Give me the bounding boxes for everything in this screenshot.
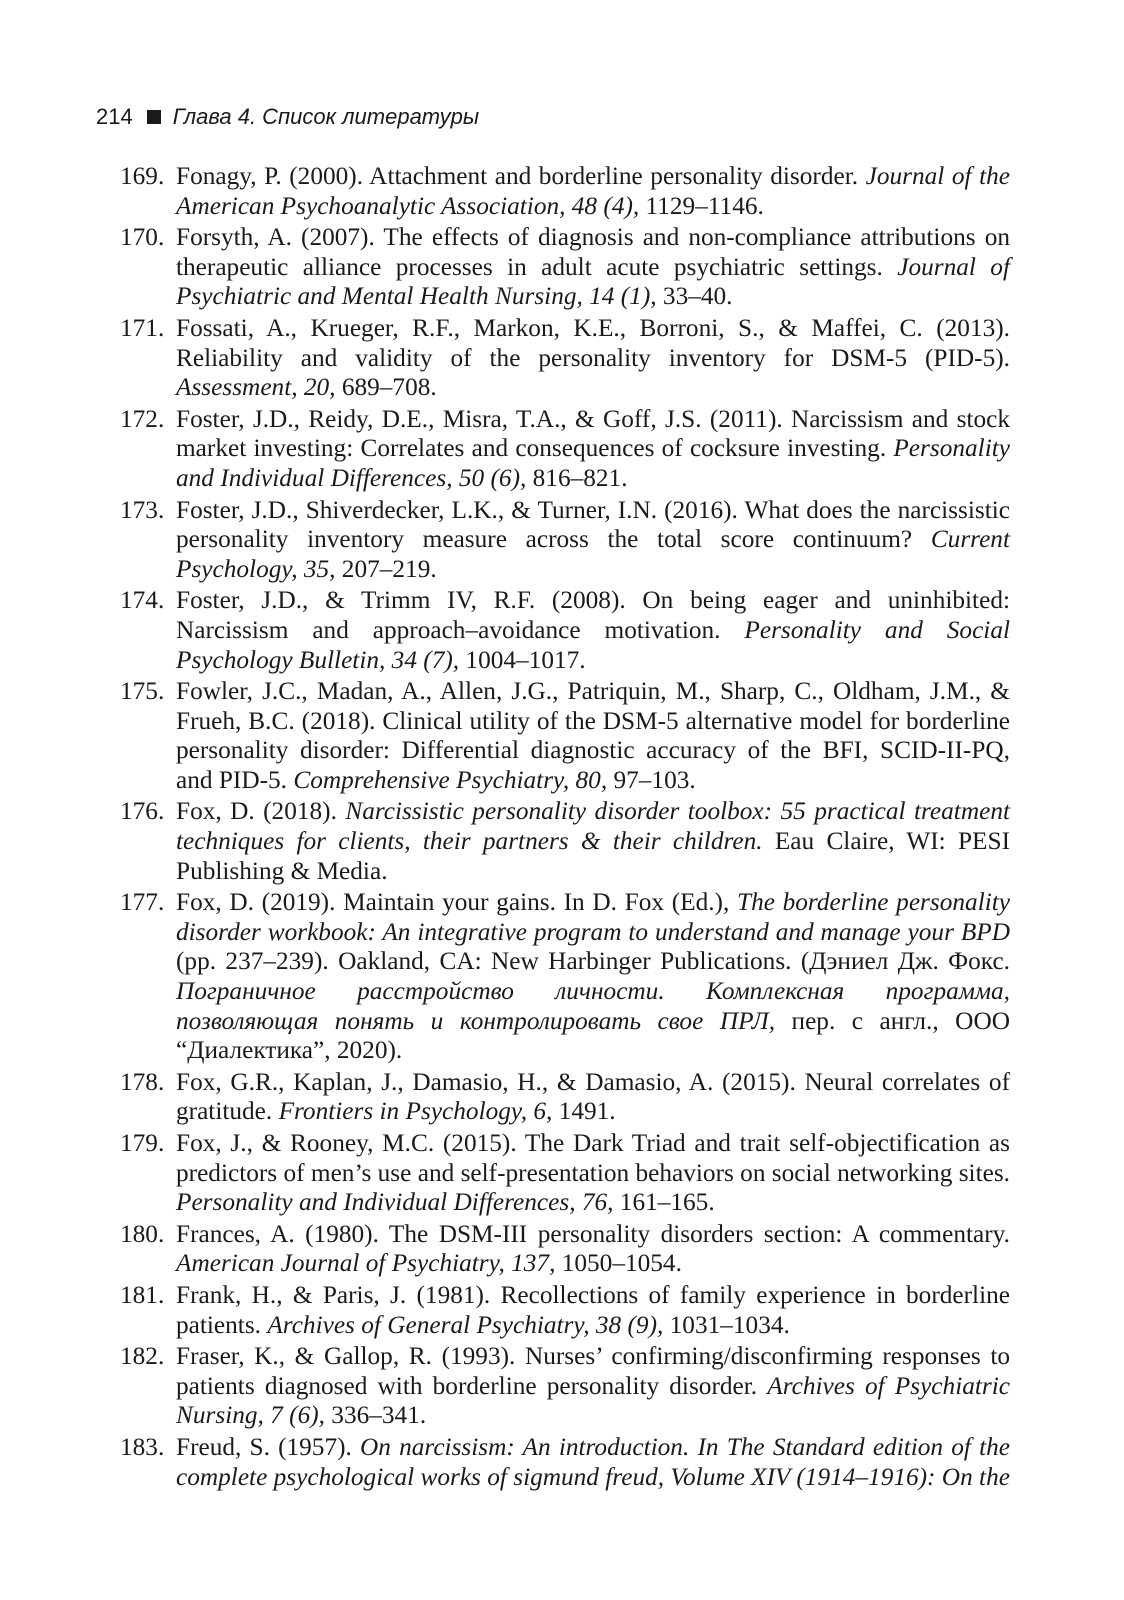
- reference-source-italic: Personality and Social Psychology Bulletin, 34 (7),: [176, 615, 1011, 674]
- reference-text-segment: Eau Claire, WI: PESI Publishing & Media.: [176, 827, 1010, 885]
- reference-number: 175.: [120, 677, 165, 706]
- reference-number: 170.: [120, 223, 165, 252]
- reference-text-segment: 33–40.: [656, 282, 733, 311]
- reference-text: [176, 1433, 1010, 1491]
- reference-source-italic: On narcissism: An introduction. In The Standard edition of the complete psychological works of sigmund freud, Volume XIV (1914–1916): On the: [176, 1432, 1010, 1491]
- reference-source-italic: Frontiers in Psychology, 6,: [278, 1097, 553, 1126]
- reference-item: [120, 677, 1010, 795]
- reference-text: [176, 797, 1010, 884]
- reference-list: [120, 162, 1010, 1494]
- reference-text-segment: Fox, D. (2018).: [176, 797, 346, 826]
- reference-text-segment: 1129–1146.: [639, 191, 764, 220]
- reference-text-segment: Fonagy, P. (2000). Attachment and borderline personality disorder.: [176, 162, 866, 190]
- reference-item: [120, 496, 1010, 585]
- reference-text: [176, 314, 1010, 401]
- reference-number: 180.: [120, 1219, 165, 1248]
- reference-text-segment: Foster, J.D., & Trimm IV, R.F. (2008). On being eager and uninhibited: Narcissism and approach–avoidance motivation.: [176, 586, 1010, 644]
- reference-number: 173.: [120, 495, 165, 524]
- reference-text-segment: Frances, A. (1980). The DSM-III personality disorders section: A commentary.: [176, 1219, 1010, 1248]
- reference-text: [176, 162, 1010, 220]
- reference-item: [120, 586, 1010, 675]
- reference-number: 178.: [120, 1067, 165, 1096]
- reference-source-italic: Comprehensive Psychiatry, 80,: [293, 765, 608, 794]
- reference-text: [176, 586, 1010, 673]
- reference-item: [120, 223, 1010, 312]
- reference-text: [176, 223, 1010, 310]
- reference-text-segment: пер. с англ., ООО “Диалектика”, 2020).: [176, 1006, 1010, 1065]
- reference-item: [120, 1129, 1010, 1218]
- reference-text-segment: 816–821.: [526, 463, 628, 492]
- reference-text-segment: Fowler, J.C., Madan, A., Allen, J.G., Patriquin, M., Sharp, C., Oldham, J.M., & Frueh, B.C. (2018). Clinical utility of the DSM-5 alternative model for borderline personality disorder: Differential diagnostic accuracy of the BFI, SCID-II-PQ, and PID-5.: [176, 677, 1010, 794]
- reference-number: 172.: [120, 404, 165, 433]
- chapter-title: Глава 4. Список литературы: [172, 104, 480, 129]
- reference-source-italic: Journal of Psychiatric and Mental Health Nursing, 14 (1),: [176, 252, 1010, 311]
- reference-item: [120, 1433, 1010, 1492]
- reference-source-italic: Archives of General Psychiatry, 38 (9),: [267, 1310, 664, 1339]
- reference-item: [120, 1220, 1010, 1279]
- reference-text-segment: Fox, G.R., Kaplan, J., Damasio, H., & Damasio, A. (2015). Neural correlates of gratitude.: [176, 1067, 1010, 1126]
- reference-item: [120, 162, 1010, 221]
- reference-text-segment: Foster, J.D., Reidy, D.E., Misra, T.A., & Goff, J.S. (2011). Narcissism and stock market investing: Correlates and consequences of cocksure investing.: [176, 404, 1010, 463]
- reference-item: [120, 888, 1010, 1066]
- reference-text: [176, 405, 1010, 492]
- reference-number: 182.: [120, 1342, 165, 1371]
- reference-text-segment: Frank, H., & Paris, J. (1981). Recollections of family experience in borderline patients.: [176, 1280, 1010, 1339]
- reference-text-segment: 1491.: [552, 1097, 616, 1126]
- reference-text: [176, 496, 1010, 583]
- reference-number: 181.: [120, 1280, 165, 1309]
- reference-text-segment: 1004–1017.: [459, 645, 586, 674]
- reference-text-segment: Fraser, K., & Gallop, R. (1993). Nurses’ confirming/disconfirming responses to patients diagnosed with borderline personality disorder.: [176, 1342, 1010, 1400]
- reference-text: [176, 888, 1010, 1064]
- reference-text: [176, 1220, 1010, 1278]
- square-bullet-icon: [147, 110, 161, 124]
- reference-source-italic: American Journal of Psychiatry, 137,: [176, 1249, 556, 1278]
- reference-text-segment: 689–708.: [335, 373, 437, 402]
- reference-number: 169.: [120, 162, 165, 190]
- reference-number: 179.: [120, 1129, 165, 1157]
- reference-text: [176, 1281, 1010, 1339]
- reference-source-italic: Personality and Individual Differences, 50 (6),: [176, 434, 1010, 492]
- reference-text: [176, 1342, 1010, 1429]
- reference-text: [176, 1068, 1010, 1126]
- reference-source-italic: Assessment, 20,: [176, 373, 336, 402]
- reference-item: [120, 405, 1010, 494]
- reference-item: [120, 1342, 1010, 1431]
- reference-item: [120, 1281, 1010, 1340]
- reference-text-segment: 1050–1054.: [555, 1249, 682, 1278]
- reference-text-segment: Foster, J.D., Shiverdecker, L.K., & Turner, I.N. (2016). What does the narcissistic personality inventory measure across the total score continuum?: [176, 495, 1010, 554]
- reference-number: 176.: [120, 797, 165, 826]
- reference-text-segment: 207–219.: [335, 554, 437, 583]
- reference-text: [176, 677, 1010, 794]
- reference-text-segment: 161–165.: [613, 1188, 715, 1217]
- reference-text-segment: 97–103.: [607, 765, 696, 794]
- reference-text-segment: Fossati, A., Krueger, R.F., Markon, K.E., Borroni, S., & Maffei, C. (2013). Reliability and validity of the personality inventory for DSM-5 (PID-5).: [176, 313, 1010, 372]
- page-number: 214: [96, 104, 133, 129]
- reference-item: [120, 1068, 1010, 1127]
- reference-number: 183.: [120, 1432, 165, 1461]
- reference-text-segment: (pp. 237–239). Oakland, CA: New Harbinger Publications. (Дэниел Дж. Фокс.: [176, 947, 1010, 976]
- reference-text-segment: Forsyth, A. (2007). The effects of diagnosis and non-compliance attributions on therapeutic alliance processes in adult acute psychiatric settings.: [176, 223, 1010, 281]
- reference-number: 177.: [120, 888, 165, 917]
- reference-text-segment: Fox, D. (2019). Maintain your gains. In D. Fox (Ed.),: [176, 888, 737, 917]
- reference-item: [120, 797, 1010, 886]
- running-head: [96, 104, 479, 130]
- reference-source-italic: Narcissistic personality disorder toolbox: 55 practical treatment techniques for clients, their partners & their children.: [176, 797, 1010, 856]
- reference-source-italic: Current Psychology, 35,: [176, 525, 1010, 583]
- reference-item: [120, 314, 1010, 403]
- reference-number: 174.: [120, 586, 165, 615]
- reference-text-segment: Fox, J., & Rooney, M.C. (2015). The Dark Triad and trait self-objectification as predictors of men’s use and self-presentation behaviors on social networking sites.: [176, 1129, 1010, 1187]
- reference-source-italic: Пограничное расстройство личности. Комплексная программа, позволяющая понять и контролировать свое ПРЛ,: [176, 977, 1010, 1035]
- reference-source-italic: Journal of the American Psychoanalytic Association, 48 (4),: [176, 162, 1010, 220]
- reference-text-segment: Freud, S. (1957).: [176, 1432, 361, 1461]
- reference-text-segment: 336–341.: [324, 1401, 427, 1430]
- reference-source-italic: Archives of Psychiatric Nursing, 7 (6),: [176, 1371, 1010, 1430]
- reference-text-segment: 1031–1034.: [663, 1310, 790, 1339]
- reference-source-italic: The borderline personality disorder workbook: An integrative program to understand and manage your BPD: [176, 888, 1011, 946]
- reference-source-italic: Personality and Individual Differences, 76,: [176, 1188, 614, 1217]
- reference-number: 171.: [120, 313, 165, 342]
- reference-text: [176, 1129, 1010, 1216]
